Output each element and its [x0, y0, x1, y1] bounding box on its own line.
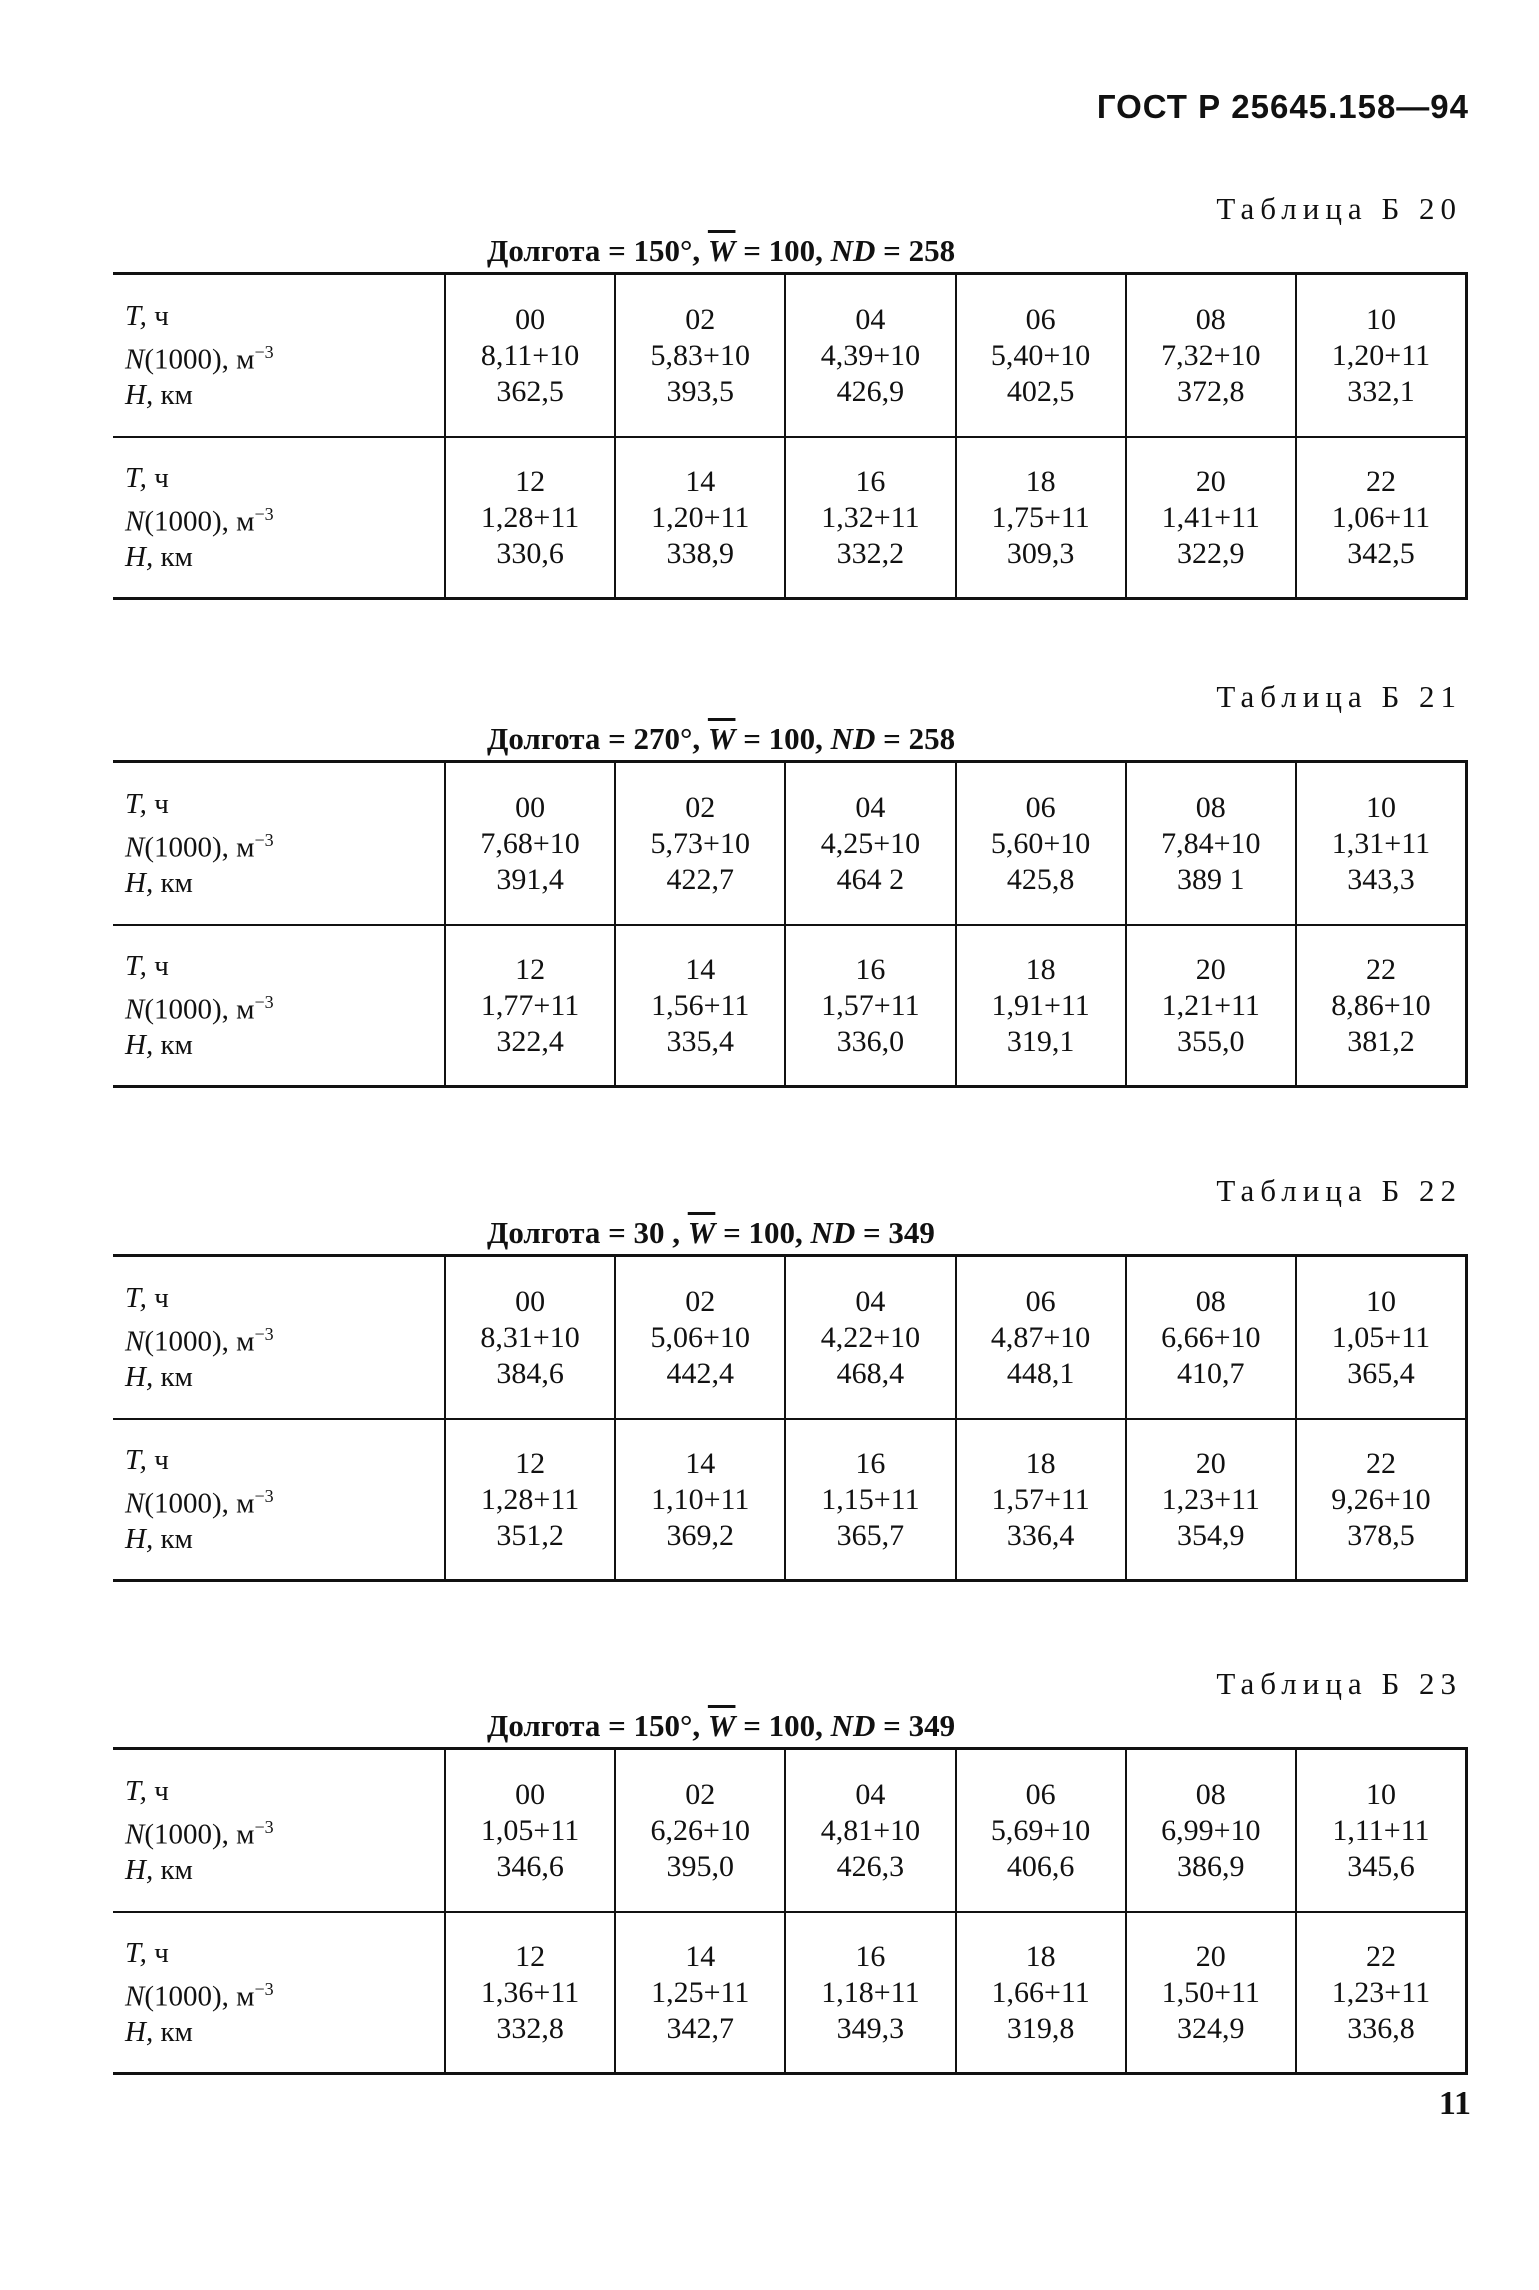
param-n-label: N(1000), $м^{-3}$ — [125, 1978, 274, 2013]
caption-nd-symbol: ND — [830, 233, 876, 268]
value-cell: 12 1,36+11 332,8 — [446, 1913, 616, 2072]
table-label: Таблица Б 22 — [1216, 1173, 1462, 1208]
value-cell: 20 1,23+11 354,9 — [1127, 1420, 1297, 1579]
value-cell: 02 5,06+10 442,4 — [616, 1257, 786, 1418]
value-cell: 02 5,83+10 393,5 — [616, 275, 786, 436]
caption-prefix: Долгота = 30 , — [487, 1215, 688, 1250]
value-cell: 08 6,66+10 410,7 — [1127, 1257, 1297, 1418]
table-row — [113, 275, 1465, 436]
table-b20 — [113, 188, 1468, 600]
caption-prefix: Долгота = 150°, — [487, 233, 708, 268]
value-cell: 16 1,18+11 349,3 — [786, 1913, 956, 2072]
param-t-label: Т, ч — [125, 1281, 169, 1314]
table-b22 — [113, 1170, 1468, 1582]
param-t-label: Т, ч — [125, 787, 169, 820]
value-cell: 06 4,87+10 448,1 — [957, 1257, 1127, 1418]
param-t-label: Т, ч — [125, 299, 169, 332]
value-cell: 14 1,10+11 369,2 — [616, 1420, 786, 1579]
param-t-label: Т, ч — [125, 1936, 169, 1969]
value-cell: 10 1,11+11 345,6 — [1332, 1777, 1430, 1883]
value-cell: 06 5,40+10 402,5 — [957, 275, 1127, 436]
table-row — [113, 1418, 1465, 1579]
value-cell: 16 1,57+11 336,0 — [786, 926, 956, 1085]
value-cell: 22 1,06+11 342,5 — [1331, 464, 1431, 570]
param-labels — [113, 763, 446, 924]
table-row — [113, 763, 1465, 924]
param-labels — [113, 1913, 446, 2072]
value-cell: 14 1,56+11 335,4 — [616, 926, 786, 1085]
data-grid — [113, 1254, 1468, 1582]
value-cell: 00 8,31+10 384,6 — [446, 1257, 616, 1418]
data-grid — [113, 1747, 1468, 2075]
caption-prefix: Долгота = 150°, — [487, 1708, 708, 1743]
value-cell: 02 5,73+10 422,7 — [616, 763, 786, 924]
caption-nd-value: = 349 — [875, 1708, 956, 1743]
table-caption — [113, 230, 1468, 272]
value-cell: 16 1,32+11 332,2 — [786, 438, 956, 597]
page-number: 11 — [1438, 2085, 1471, 2122]
param-h-label: Н, км — [125, 541, 193, 574]
param-n-label: N(1000), $м^{-3}$ — [125, 1323, 274, 1358]
value-cell: 10 1,05+11 365,4 — [1331, 1284, 1431, 1390]
caption-w-symbol: $\overline{W}$ — [687, 1215, 716, 1250]
param-t-label: Т, ч — [125, 1443, 169, 1476]
value-cell: 20 1,41+11 322,9 — [1127, 438, 1297, 597]
value-cell: 12 1,28+11 330,6 — [446, 438, 616, 597]
value-cell: 08 6,99+10 386,9 — [1127, 1750, 1297, 1911]
caption-prefix: Долгота = 270°, — [487, 721, 708, 756]
param-h-label: Н, км — [125, 2016, 193, 2049]
caption-w-symbol: $\overline{W}$ — [707, 1708, 736, 1743]
value-cell: 04 4,39+10 426,9 — [786, 275, 956, 436]
value-cell: 00 1,05+11 346,6 — [446, 1750, 616, 1911]
caption-nd-symbol: ND — [830, 721, 876, 756]
caption-w-value: = 100, — [735, 233, 831, 268]
caption-w-value: = 100, — [715, 1215, 811, 1250]
table-row — [113, 1750, 1465, 1911]
table-caption — [113, 1212, 1468, 1254]
caption-w-symbol: $\overline{W}$ — [707, 721, 736, 756]
table-label: Таблица Б 23 — [1216, 1666, 1462, 1701]
value-cell: 14 1,20+11 338,9 — [616, 438, 786, 597]
param-h-label: Н, км — [125, 867, 193, 900]
param-labels — [113, 926, 446, 1085]
param-labels — [113, 1257, 446, 1418]
value-cell: 10 1,20+11 332,1 — [1331, 302, 1431, 408]
caption-nd-value: = 349 — [855, 1215, 935, 1250]
table-b23 — [113, 1663, 1468, 2075]
param-labels — [113, 275, 446, 436]
caption-nd-symbol: ND — [810, 1215, 856, 1250]
data-grid — [113, 272, 1468, 600]
param-n-label: N(1000), $м^{-3}$ — [125, 1485, 274, 1520]
value-cell: 04 4,22+10 468,4 — [786, 1257, 956, 1418]
param-h-label: Н, км — [125, 1854, 193, 1887]
table-caption — [113, 1705, 1468, 1747]
value-cell: 20 1,50+11 324,9 — [1127, 1913, 1297, 2072]
value-cell: 12 1,28+11 351,2 — [446, 1420, 616, 1579]
value-cell: 04 4,25+10 464 2 — [786, 763, 956, 924]
caption-w-value: = 100, — [735, 1708, 831, 1743]
value-cell: 06 5,60+10 425,8 — [957, 763, 1127, 924]
value-cell: 22 1,23+11 336,8 — [1331, 1939, 1431, 2045]
value-cell: 06 5,69+10 406,6 — [957, 1750, 1127, 1911]
param-h-label: Н, км — [125, 379, 193, 412]
param-n-label: N(1000), $м^{-3}$ — [125, 1816, 274, 1851]
value-cell: 16 1,15+11 365,7 — [786, 1420, 956, 1579]
value-cell: 18 1,57+11 336,4 — [957, 1420, 1127, 1579]
caption-w-symbol: $\overline{W}$ — [707, 233, 736, 268]
value-cell: 00 7,68+10 391,4 — [446, 763, 616, 924]
param-n-label: N(1000), $м^{-3}$ — [125, 991, 274, 1026]
caption-nd-value: = 258 — [875, 721, 956, 756]
value-cell: 14 1,25+11 342,7 — [616, 1913, 786, 2072]
param-t-label: Т, ч — [125, 949, 169, 982]
value-cell: 08 7,32+10 372,8 — [1127, 275, 1297, 436]
table-row — [113, 436, 1465, 597]
param-labels — [113, 1420, 446, 1579]
table-row — [113, 1257, 1465, 1418]
value-cell: 18 1,75+11 309,3 — [957, 438, 1127, 597]
param-t-label: Т, ч — [125, 1774, 169, 1807]
value-cell: 04 4,81+10 426,3 — [786, 1750, 956, 1911]
table-label: Таблица Б 20 — [1216, 191, 1462, 226]
value-cell: 02 6,26+10 395,0 — [616, 1750, 786, 1911]
param-labels — [113, 438, 446, 597]
value-cell: 00 8,11+10 362,5 — [446, 275, 616, 436]
value-cell: 08 7,84+10 389 1 — [1127, 763, 1297, 924]
param-h-label: Н, км — [125, 1523, 193, 1556]
value-cell: 10 1,31+11 343,3 — [1331, 790, 1431, 896]
value-cell: 22 8,86+10 381,2 — [1331, 952, 1431, 1058]
value-cell: 18 1,91+11 319,1 — [957, 926, 1127, 1085]
table-row — [113, 1911, 1465, 2072]
param-n-label: N(1000), $м^{-3}$ — [125, 829, 274, 864]
caption-nd-symbol: ND — [830, 1708, 876, 1743]
document-header: ГОСТ Р 25645.158—94 — [1096, 88, 1469, 125]
value-cell: 12 1,77+11 322,4 — [446, 926, 616, 1085]
caption-w-value: = 100, — [735, 721, 831, 756]
table-label: Таблица Б 21 — [1216, 679, 1462, 714]
param-n-label: N(1000), $м^{-3}$ — [125, 341, 274, 376]
param-n-label: N(1000), $м^{-3}$ — [125, 503, 274, 538]
data-grid — [113, 760, 1468, 1088]
caption-nd-value: = 258 — [875, 233, 956, 268]
value-cell: 18 1,66+11 319,8 — [957, 1913, 1127, 2072]
param-h-label: Н, км — [125, 1361, 193, 1394]
value-cell: 22 9,26+10 378,5 — [1331, 1446, 1431, 1552]
param-labels — [113, 1750, 446, 1911]
value-cell: 20 1,21+11 355,0 — [1127, 926, 1297, 1085]
param-h-label: Н, км — [125, 1029, 193, 1062]
param-t-label: Т, ч — [125, 461, 169, 494]
table-b21 — [113, 676, 1468, 1088]
table-row — [113, 924, 1465, 1085]
table-caption — [113, 718, 1468, 760]
